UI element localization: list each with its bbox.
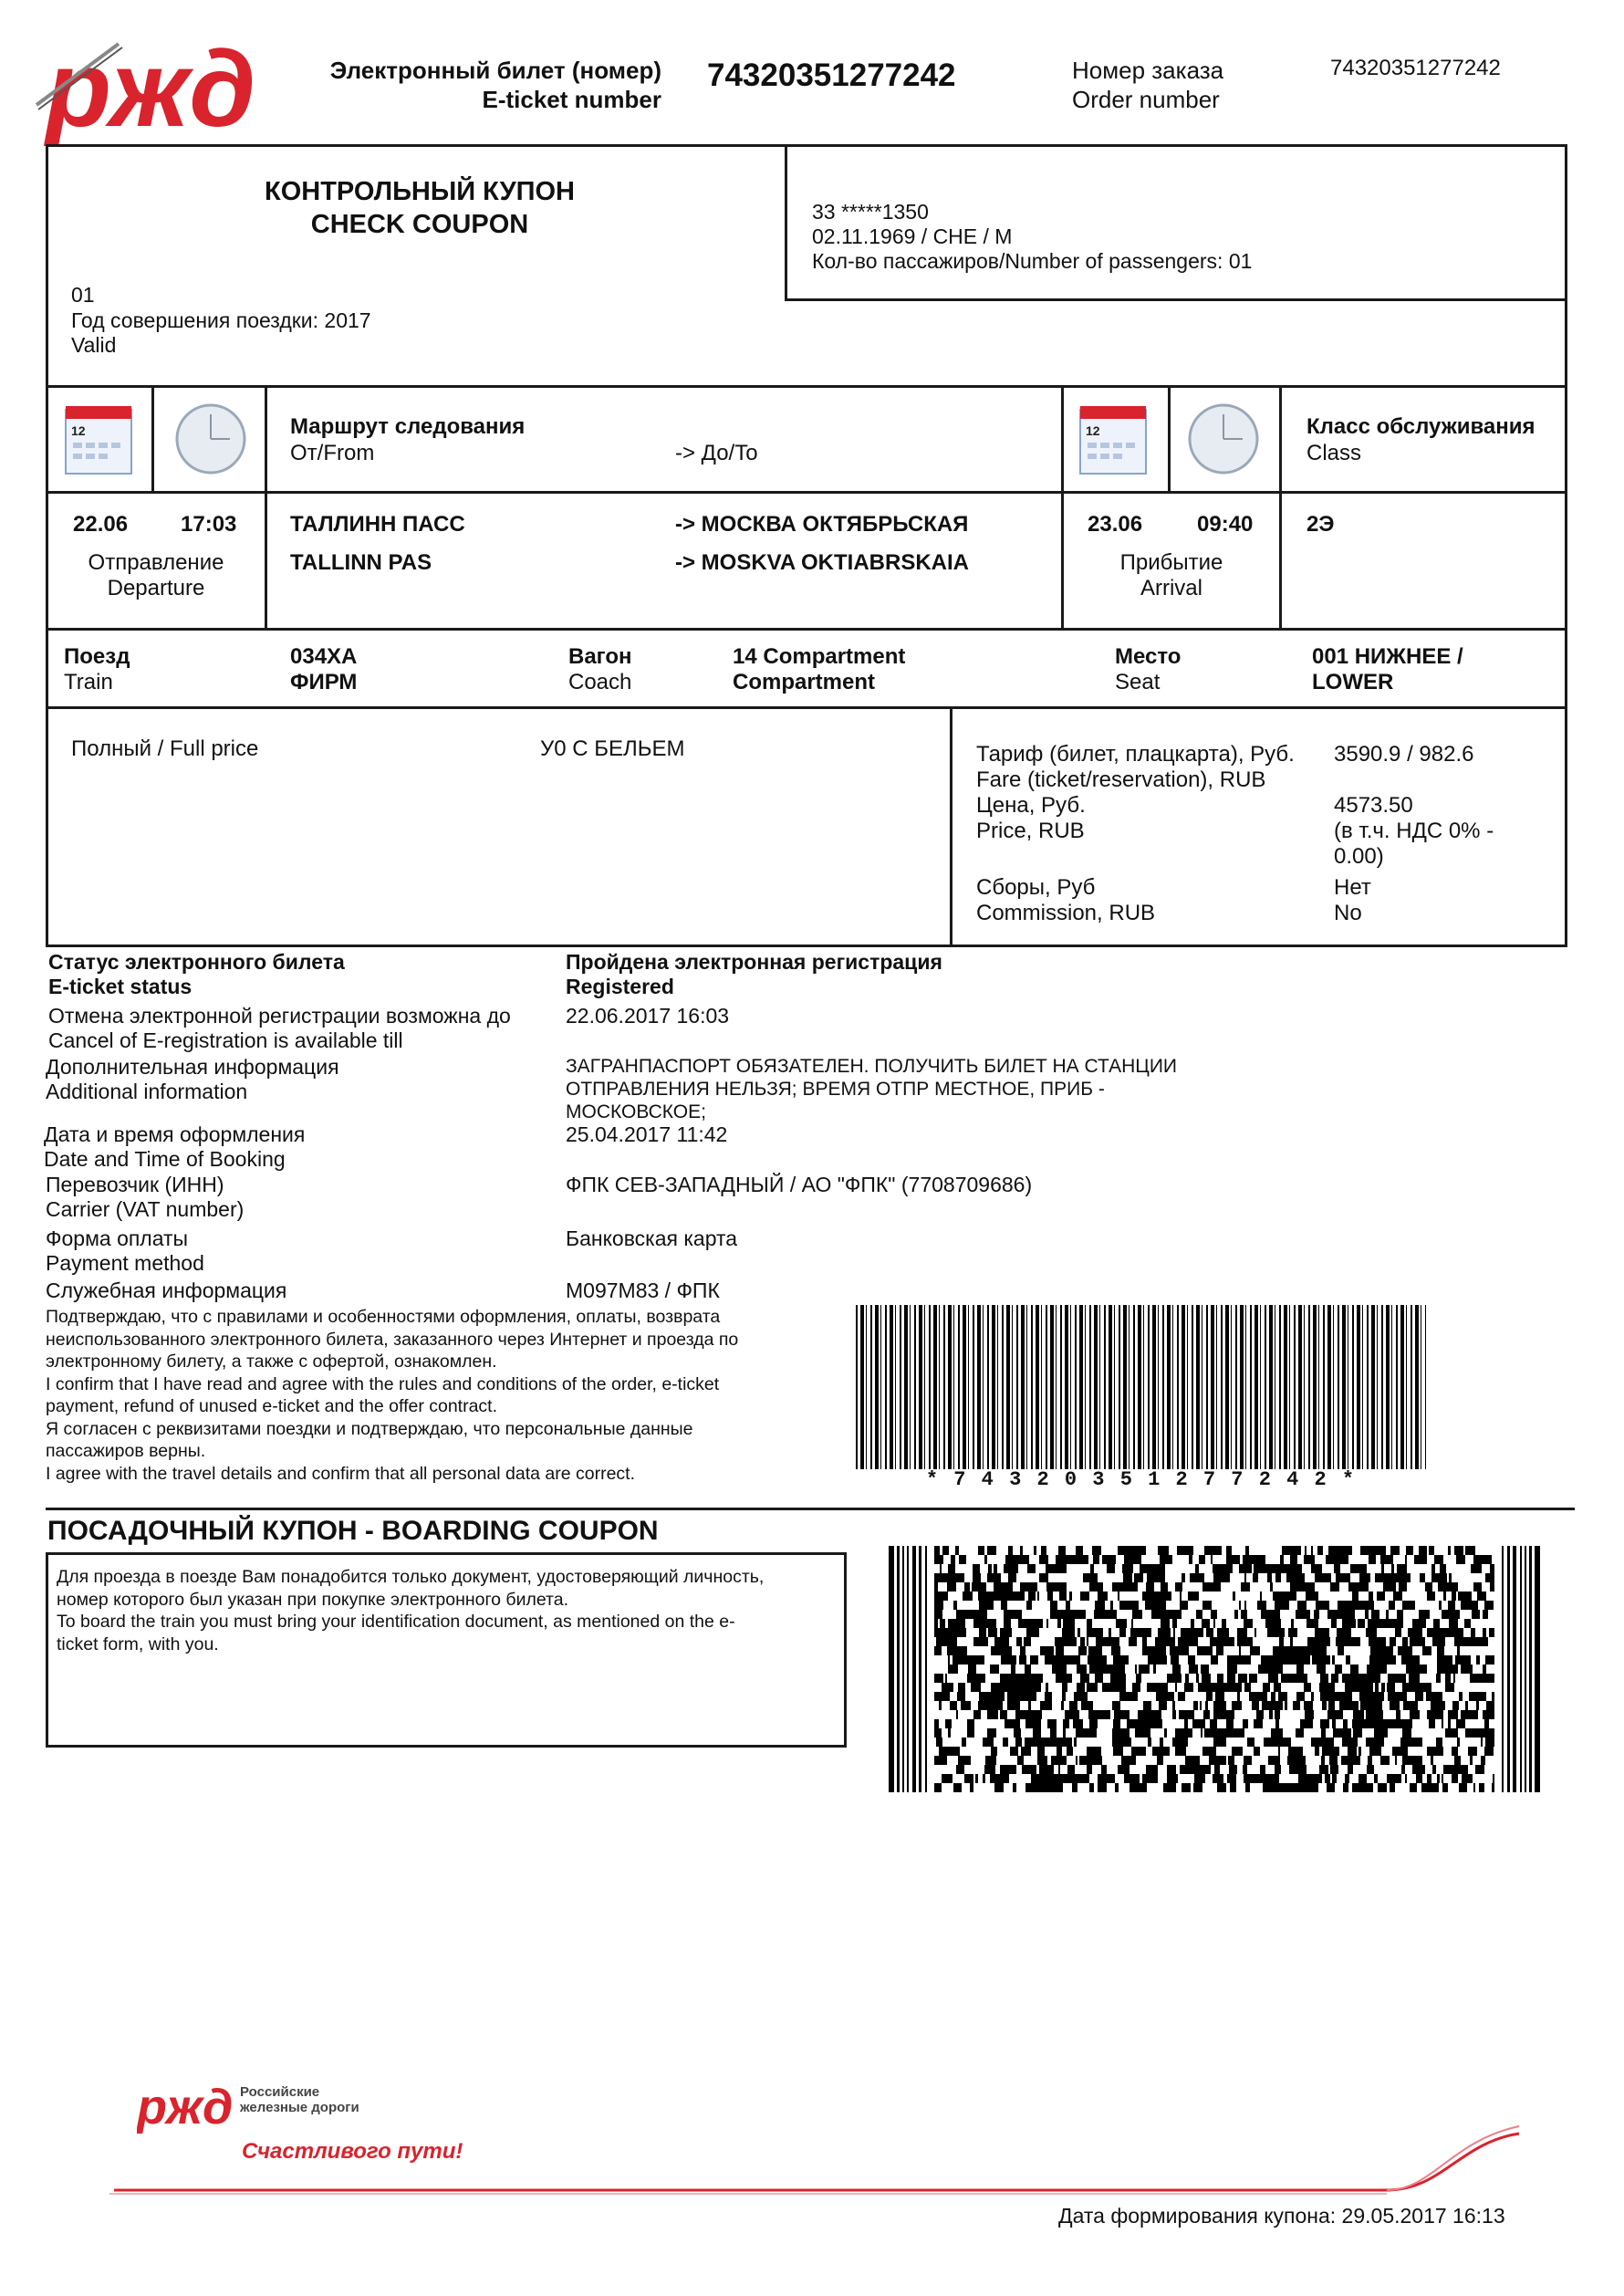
train-label-ru: Поезд <box>64 644 130 669</box>
commission-value-ru: Нет <box>1334 875 1371 900</box>
payment-label-ru: Форма оплаты <box>46 1226 189 1250</box>
to-label: -> До/To <box>675 441 758 465</box>
from-station-ru: ТАЛЛИНН ПАСС <box>290 512 465 537</box>
barcode-digits: * 7 4 3 2 0 3 5 1 2 7 7 2 4 2 * <box>925 1468 1357 1491</box>
coach-label-en: Coach <box>568 670 632 694</box>
cancel-label-ru: Отмена электронной регистрации возможна до <box>48 1004 511 1028</box>
route-label-ru: Маршрут следования <box>290 414 526 439</box>
footer-logo-text2: железные дороги <box>240 2100 359 2115</box>
footer-swoosh <box>109 2115 1533 2197</box>
status-label-en: E-ticket status <box>48 975 193 998</box>
boarding-line: To board the train you must bring your identification document, as mentioned on the e- <box>57 1612 735 1632</box>
ticket-number: 74320351277242 <box>707 57 956 93</box>
class-label-ru: Класс обслуживания <box>1306 414 1536 439</box>
coupon-generation-date: Дата формирования купона: 29.05.2017 16:13 <box>1058 2204 1505 2228</box>
logo-letters: ржд <box>46 37 255 146</box>
agreement-line: Подтверждаю, что с правилами и особенностями оформления, оплаты, возврата <box>46 1307 721 1327</box>
booking-value: 25.04.2017 11:42 <box>566 1122 728 1146</box>
tariff-label-ru: Тариф (билет, плацкарта), Руб. <box>976 742 1295 767</box>
from-station-en: TALLINN PAS <box>290 550 432 575</box>
valid-label: Valid <box>71 333 117 357</box>
arrival-date: 23.06 <box>1088 512 1143 537</box>
order-label-en: Order number <box>1072 86 1220 113</box>
arrival-label-ru: Прибытие <box>1119 550 1223 575</box>
to-station-en: -> MOSKVA OKTIABRSKAIA <box>675 550 970 575</box>
passengers-count: Кол-во пассажиров/Number of passengers: 01 <box>812 249 1253 273</box>
cancel-value: 22.06.2017 16:03 <box>566 1004 730 1028</box>
agreement-line: пассажиров верны. <box>46 1441 206 1461</box>
from-label: От/From <box>290 441 375 465</box>
service-type: У0 С БЕЛЬЕМ <box>540 736 685 761</box>
booking-label-ru: Дата и время оформления <box>44 1122 306 1146</box>
arrival-time: 09:40 <box>1197 512 1254 537</box>
departure-date: 22.06 <box>73 512 129 537</box>
boarding-line: ticket form, with you. <box>57 1633 219 1654</box>
vat-line1: (в т.ч. НДС 0% - <box>1334 819 1494 843</box>
status-value-ru: Пройдена электронная регистрация <box>566 950 942 974</box>
payment-label-en: Payment method <box>46 1251 204 1275</box>
seat-label-en: Seat <box>1115 670 1161 694</box>
agreement-line: электронному билету, а также с офертой, ознакомлен. <box>46 1352 497 1372</box>
check-coupon-title-en: CHECK COUPON <box>310 210 529 239</box>
cancel-label-en: Cancel of E-registration is available till <box>48 1028 403 1052</box>
carrier-label-ru: Перевозчик (ИНН) <box>46 1173 224 1196</box>
seat-value: 001 НИЖНЕЕ / <box>1312 644 1463 669</box>
status-label-ru: Статус электронного билета <box>48 950 345 974</box>
boarding-line: Для проезда в поезде Вам понадобится только документ, удостоверяющий личность, <box>57 1567 765 1587</box>
train-type: ФИРМ <box>290 670 358 694</box>
fare-type: Полный / Full price <box>71 736 259 761</box>
class-value: 2Э <box>1306 512 1335 537</box>
booking-label-en: Date and Time of Booking <box>44 1147 286 1171</box>
service-info-label: Служебная информация <box>46 1278 287 1302</box>
coach-value: 14 Compartment <box>733 644 906 669</box>
train-label-en: Train <box>64 670 113 694</box>
footer-logo-text1: Российские <box>240 2084 320 2100</box>
info-value-2: ОТПРАВЛЕНИЯ НЕЛЬЗЯ; ВРЕМЯ ОТПР МЕСТНОЕ, ПРИБ - <box>566 1079 1105 1100</box>
trip-year: Год совершения поездки: 2017 <box>71 308 371 332</box>
boarding-line: номер которого был указан при покупке электронного билета. <box>57 1589 569 1610</box>
agreement-line: payment, refund of unused e-ticket and the offer contract. <box>46 1396 498 1416</box>
svg-text:ржд: ржд <box>137 2080 234 2134</box>
tariff-value: 3590.9 / 982.6 <box>1334 742 1474 767</box>
commission-value-en: No <box>1334 901 1362 925</box>
agreement-line: I confirm that I have read and agree with the rules and conditions of the order, e-ticket <box>46 1373 720 1394</box>
arrival-label-en: Arrival <box>1140 576 1202 600</box>
ticket-label-en: E-ticket number <box>482 86 661 113</box>
status-value-en: Registered <box>566 975 674 998</box>
calendar-icon <box>64 399 135 475</box>
vat-line2: 0.00) <box>1334 844 1384 869</box>
info-value-1: ЗАГРАНПАСПОРТ ОБЯЗАТЕЛЕН. ПОЛУЧИТЬ БИЛЕТ НА СТАНЦИИ <box>566 1056 1178 1077</box>
boarding-2d-barcode <box>889 1546 1540 1792</box>
train-number: 034ХА <box>290 644 358 669</box>
agreement-line: неиспользованного электронного билета, заказанного через Интернет и проезда по <box>46 1329 739 1350</box>
doc-number: 33 *****1350 <box>812 200 929 224</box>
svg-text:12: 12 <box>1086 423 1100 438</box>
info-label-en: Additional information <box>46 1080 248 1103</box>
check-coupon-title-ru: КОНТРОЛЬНЫЙ КУПОН <box>265 177 575 206</box>
tariff-label-en: Fare (ticket/reservation), RUB <box>976 767 1266 792</box>
price-label-ru: Цена, Руб. <box>976 793 1086 818</box>
order-number: 74320351277242 <box>1330 56 1501 80</box>
departure-label-ru: Отправление <box>88 550 224 575</box>
to-station-ru: -> МОСКВА ОКТЯБРЬСКАЯ <box>675 512 969 537</box>
departure-time: 17:03 <box>181 512 237 537</box>
info-value-3: МОСКОВСКОЕ; <box>566 1101 706 1122</box>
payment-value: Банковская карта <box>566 1226 738 1250</box>
coach-label-ru: Вагон <box>568 644 632 669</box>
carrier-label-en: Carrier (VAT number) <box>46 1197 245 1221</box>
class-label-en: Class <box>1306 441 1362 465</box>
ticket-barcode <box>856 1305 1426 1469</box>
agreement-text <box>46 1306 848 1485</box>
agreement-line: Я согласен с реквизитами поездки и подтверждаю, что персональные данные <box>46 1418 693 1439</box>
ticket-label-ru: Электронный билет (номер) <box>329 57 661 84</box>
boarding-coupon-title: ПОСАДОЧНЫЙ КУПОН - BOARDING COUPON <box>47 1516 659 1546</box>
rzd-logo <box>27 37 255 146</box>
boarding-text <box>57 1566 841 1655</box>
birth-info: 02.11.1969 / CHE / M <box>812 224 1013 248</box>
agreement-line: I agree with the travel details and confirm that all personal data are correct. <box>46 1463 636 1484</box>
slogan: Счастливого пути! <box>242 2139 463 2164</box>
info-label-ru: Дополнительная информация <box>46 1055 339 1079</box>
carrier-value: ФПК СЕВ-ЗАПАДНЫЙ / АО "ФПК" (7708709686) <box>566 1173 1033 1196</box>
seat-label-ru: Место <box>1115 644 1182 669</box>
service-info-value: М097М83 / ФПК <box>566 1278 720 1302</box>
svg-text:12: 12 <box>71 423 86 438</box>
price-label-en: Price, RUB <box>976 819 1085 843</box>
coupon-line1: 01 <box>71 283 95 307</box>
clock-icon <box>173 402 248 476</box>
clock-icon <box>1186 402 1261 476</box>
coach-value2: Compartment <box>733 670 876 694</box>
calendar-icon <box>1078 399 1150 475</box>
commission-label-en: Commission, RUB <box>976 901 1156 925</box>
order-label-ru: Номер заказа <box>1072 57 1224 84</box>
seat-value2: LOWER <box>1312 670 1394 694</box>
departure-label-en: Departure <box>107 576 205 600</box>
price-value: 4573.50 <box>1334 793 1413 818</box>
commission-label-ru: Сборы, Руб <box>976 875 1096 900</box>
